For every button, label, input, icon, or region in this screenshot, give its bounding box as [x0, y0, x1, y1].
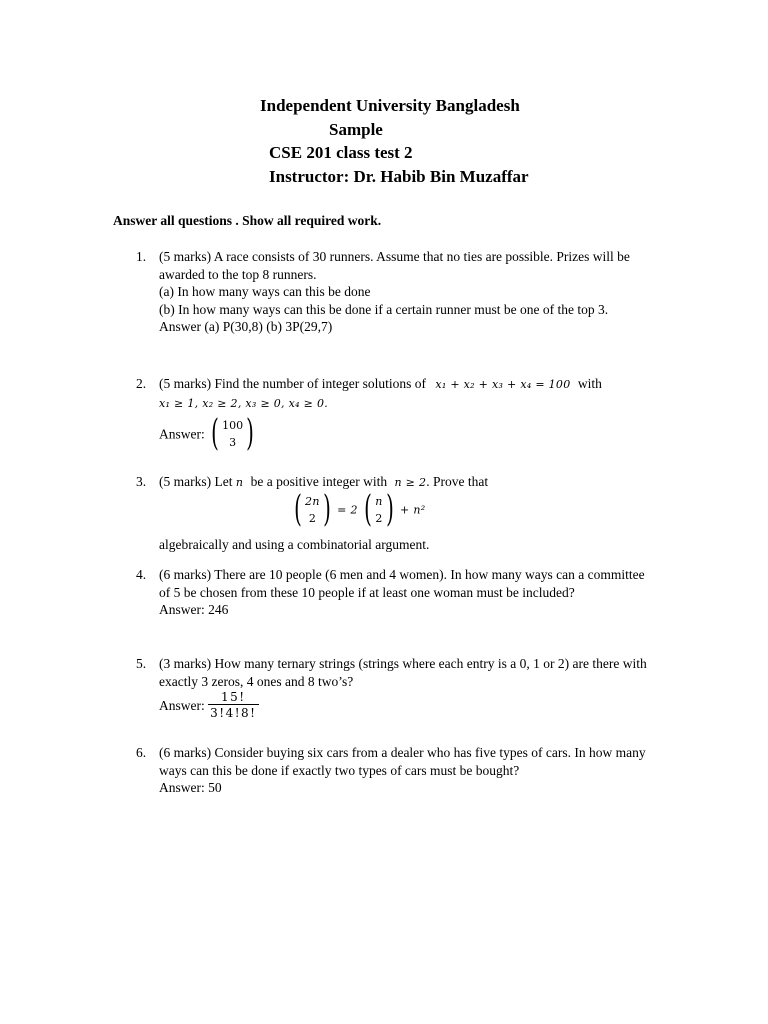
q3-equals: = 2: [337, 502, 358, 516]
q5-answer-fraction: [208, 690, 258, 721]
sample-label: Sample: [329, 120, 383, 139]
q5-text: (3 marks) How many ternary strings (strings where each entry is a 0, 1 or 2) are there with exactly 3 zeros, 4 ones and 8 two’s?: [159, 656, 647, 689]
question-4: [159, 566, 659, 619]
q1-text: (5 marks) A race consists of 30 runners. Assume that no ties are possible. Prizes will be awarded to the top 8 runners.: [159, 249, 630, 282]
q1-number: 1.: [136, 249, 147, 264]
q6-answer: Answer: 50: [159, 780, 222, 795]
q1-part-b: (b) In how many ways can this be done if a certain runner must be one of the top 3.: [159, 301, 609, 317]
q2-answer-binomial: [208, 413, 257, 454]
question-5: [159, 655, 659, 724]
q4-answer: Answer: 246: [159, 602, 229, 617]
instructions: Answer all questions . Show all required work.: [113, 213, 382, 228]
q3-rhs-binomial: ( n 2 ): [364, 488, 394, 530]
q3-rhs-tail: + n²: [400, 502, 426, 516]
rhs-bottom: 2: [375, 511, 383, 525]
q2-with: with: [577, 376, 602, 391]
q3-text-1: (5 marks) Let: [159, 474, 233, 489]
left-paren-glyph: (: [211, 413, 220, 454]
q3-condition: n ≥ 2: [394, 476, 427, 489]
q2-constraints: x₁ ≥ 1, x₂ ≥ 2, x₃ ≥ 0, x₄ ≥ 0.: [159, 396, 329, 410]
q5-number: 5.: [136, 656, 147, 671]
question-2: [159, 375, 659, 456]
q2-text: (5 marks) Find the number of integer solutions of: [159, 376, 426, 391]
university-name: Independent University Bangladesh: [260, 96, 520, 115]
q6-text: (6 marks) Consider buying six cars from a dealer who has five types of cars. In how many ways can this be done if exactly two types of cars must be bought?: [159, 745, 646, 778]
q1-answer: Answer (a) P(30,8) (b) 3P(29,7): [159, 319, 333, 334]
q6-number: 6.: [136, 745, 147, 760]
q3-text-3: . Prove that: [426, 474, 489, 489]
q2-equation: x₁ + x₂ + x₃ + x₄ = 100: [435, 378, 571, 391]
fraction-numerator: 15!: [208, 690, 258, 705]
q3-identity: [291, 488, 659, 532]
fraction-denominator: 3!4!8!: [210, 706, 257, 720]
lhs-top: 2n: [305, 494, 320, 508]
q1-part-a: (a) In how many ways can this be done: [159, 284, 371, 299]
q3-text-2: be a positive integer with: [250, 474, 388, 489]
q4-text: (6 marks) There are 10 people (6 men and 4 women). In how many ways can a committee of 5 be chosen from these 10 people if at least one woman must be included?: [159, 567, 645, 600]
question-3: [159, 473, 659, 553]
q2-number: 2.: [136, 376, 147, 391]
question-1: [159, 248, 659, 336]
binomial-bottom: 3: [229, 436, 237, 449]
lhs-bottom: 2: [308, 511, 316, 525]
q3-lhs-binomial: ( 2n 2 ): [294, 488, 331, 530]
q3-tail: algebraically and using a combinatorial argument.: [159, 536, 430, 552]
q3-variable: n: [235, 476, 244, 489]
q2-answer-label: Answer:: [159, 426, 205, 442]
q3-number: 3.: [136, 474, 147, 489]
instructor-line: Instructor: Dr. Habib Bin Muzaffar: [269, 167, 529, 186]
binomial-top: 100: [222, 419, 244, 432]
q5-answer-label: Answer:: [159, 697, 205, 713]
course-title: CSE 201 class test 2: [269, 143, 413, 162]
question-6: [159, 744, 659, 797]
rhs-top: n: [375, 494, 383, 508]
q4-number: 4.: [136, 567, 147, 582]
right-paren-glyph: ): [246, 413, 255, 454]
